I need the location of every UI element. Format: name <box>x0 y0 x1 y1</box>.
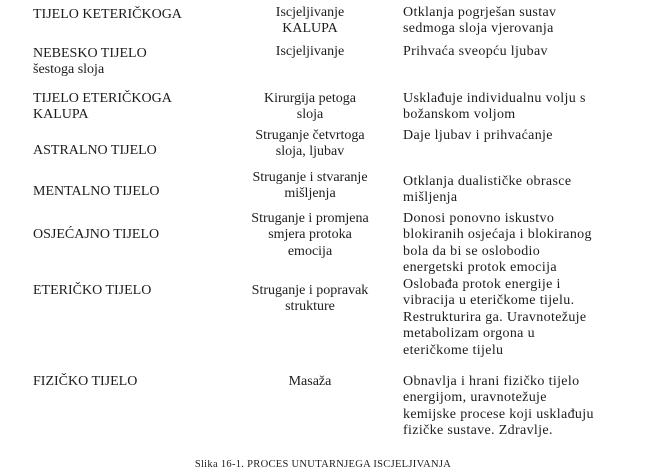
effect-cell <box>403 44 643 60</box>
effect-text: bola da bi se oslobodio <box>403 243 541 259</box>
effect-text: energetski protok emocija <box>403 260 557 276</box>
effect-text: Donosi ponovno iskustvo <box>403 211 555 226</box>
effect-text: vibracija u eteričkome tijelu. <box>403 293 575 309</box>
effect-text: energijom, uravnotežuje <box>403 390 547 406</box>
process-cell <box>225 5 395 38</box>
effect-text: sedmoga sloja vjerovanja <box>403 21 554 37</box>
process-text: Struganje i stvaranje <box>252 170 368 185</box>
process-cell <box>225 128 395 161</box>
effect-text: božanskom voljom <box>403 107 516 123</box>
effect-text: Restrukturira ga. Uravnotežuje <box>403 309 587 325</box>
process-text: Struganje četvrtoga <box>255 128 365 143</box>
effect-text: fizičke sustave. Zdravlje. <box>403 423 553 439</box>
effect-text: Obnavlja i hrani fizičko tijelo <box>403 374 580 389</box>
body-cell <box>33 91 233 124</box>
effect-cell <box>403 128 643 144</box>
process-cell <box>225 44 395 60</box>
effect-cell <box>403 211 643 277</box>
effect-text: Prihvaća sveopću ljubav <box>403 44 548 59</box>
effect-text: kemijske procese koji usklađuju <box>403 406 594 422</box>
body-text: TIJELO ETERIČKOGA <box>33 91 172 106</box>
effect-text: Daje ljubav i prihvaćanje <box>403 128 553 143</box>
process-text: mišljenja <box>284 186 336 202</box>
process-text: sloja <box>296 107 324 123</box>
effect-text: metabolizam orgona u <box>403 326 535 342</box>
body-cell <box>33 374 233 390</box>
body-cell <box>33 46 233 79</box>
process-text: sloja, ljubav <box>275 144 345 160</box>
process-text: Struganje i promjena <box>251 211 369 226</box>
effect-text: Usklađuje individualnu volju s <box>403 91 586 106</box>
process-text: Masaža <box>288 374 332 389</box>
process-cell <box>225 283 395 316</box>
body-text: NEBESKO TIJELO <box>33 46 147 61</box>
process-cell <box>225 91 395 124</box>
body-text: šestoga sloja <box>33 62 105 78</box>
process-cell <box>225 374 395 390</box>
effect-cell <box>403 5 643 38</box>
body-cell <box>33 143 233 159</box>
body-text: OSJEĆAJNO TIJELO <box>33 227 160 242</box>
process-text: emocija <box>287 243 333 259</box>
body-text: TIJELO KETERIČKOGA <box>33 7 182 22</box>
body-text: FIZIČKO TIJELO <box>33 374 138 389</box>
body-cell <box>33 184 233 200</box>
body-cell <box>33 227 233 243</box>
effect-text: Otklanja dualističke obrasce <box>403 174 572 189</box>
body-text: KALUPA <box>33 107 89 123</box>
effect-cell <box>403 277 643 359</box>
process-text: Kirurgija petoga <box>264 91 356 106</box>
effect-text: blokiranih osjećaja i blokiranog <box>403 227 592 243</box>
effect-text: Otklanja pogrješan sustav <box>403 5 557 20</box>
process-text: Iscjeljivanje <box>275 44 345 59</box>
effect-text: eteričkome tijelu <box>403 342 504 358</box>
process-text: strukture <box>285 299 335 315</box>
effect-cell <box>403 174 643 207</box>
body-text: ASTRALNO TIJELO <box>33 143 157 158</box>
process-cell <box>225 170 395 203</box>
process-text: KALUPA <box>282 21 338 37</box>
body-text: MENTALNO TIJELO <box>33 184 160 199</box>
process-text: Iscjeljivanje <box>275 5 345 20</box>
body-cell <box>33 7 233 23</box>
effect-text: mišljenja <box>403 190 458 206</box>
effect-cell <box>403 91 643 124</box>
effect-cell <box>403 374 643 440</box>
effect-text: Oslobađa protok energije i <box>403 277 561 292</box>
body-text: ETERIČKO TIJELO <box>33 283 152 298</box>
process-text: smjera protoka <box>268 227 352 243</box>
process-text: Struganje i popravak <box>251 283 369 298</box>
figure-caption: Slika 16-1. PROCES UNUTARNJEGA ISCJELJIVANJA <box>194 459 452 470</box>
process-cell <box>225 211 395 260</box>
body-cell <box>33 283 233 299</box>
